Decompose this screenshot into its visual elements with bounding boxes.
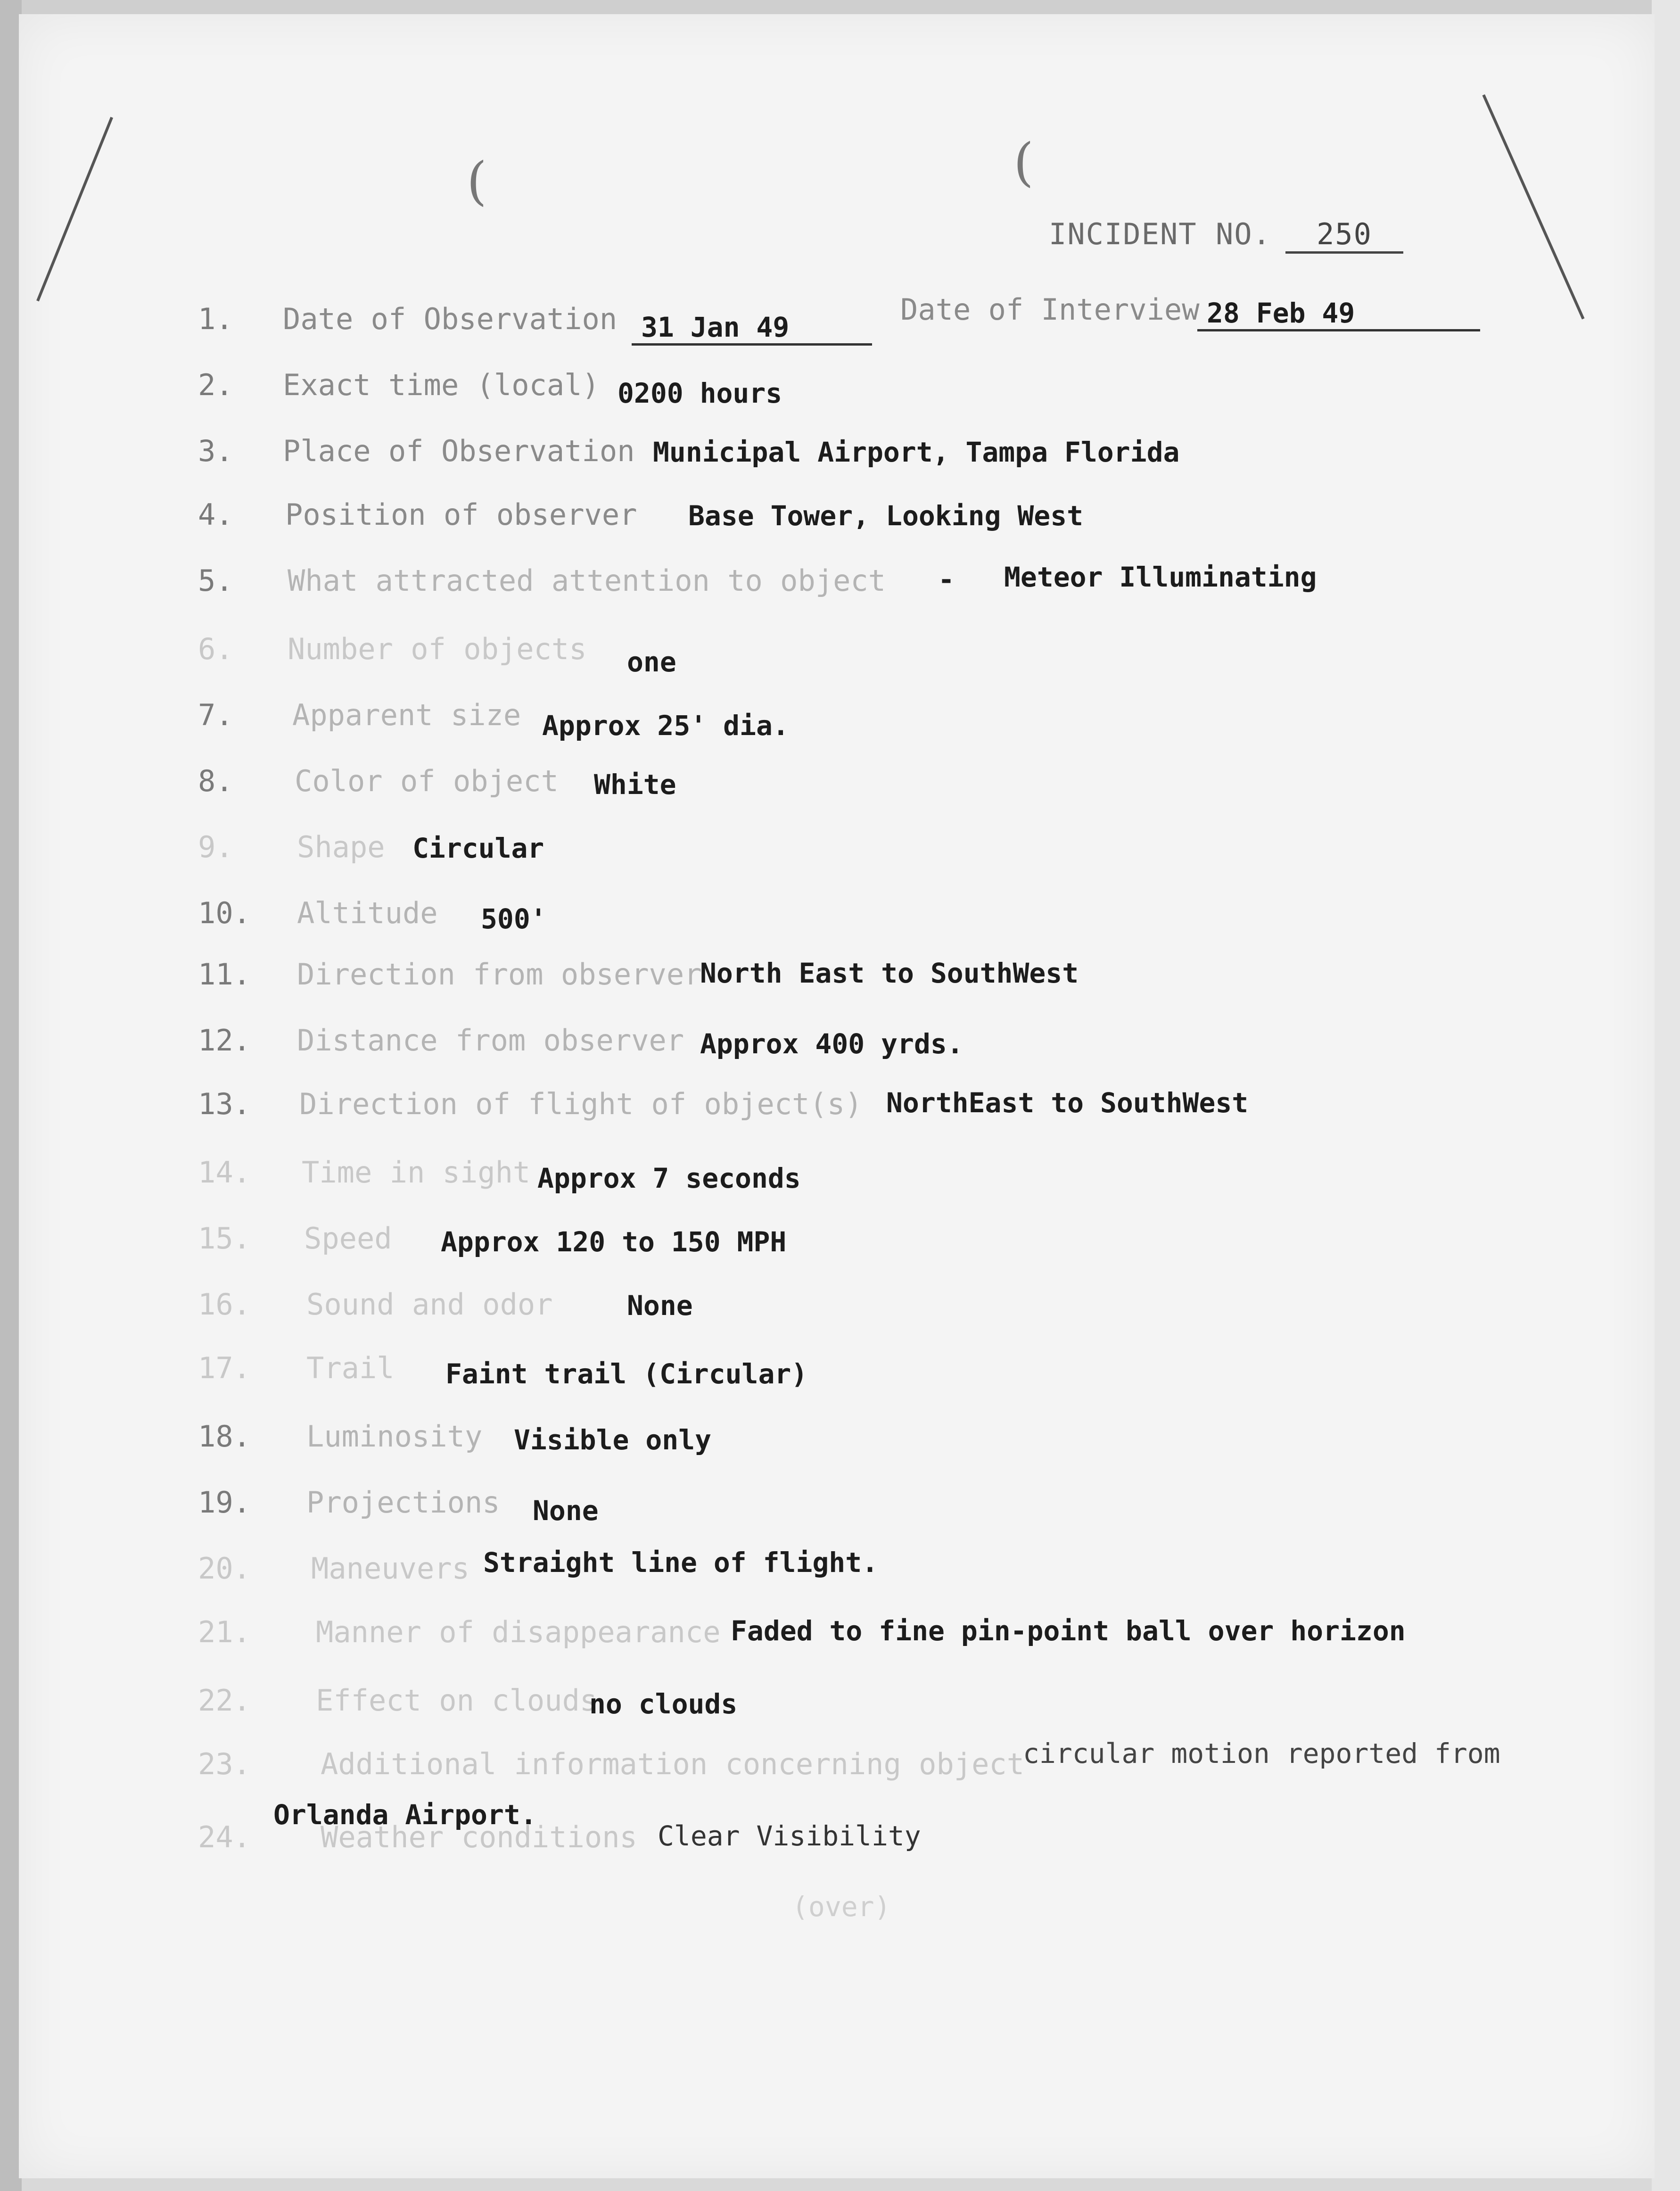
item-number: 3. [198,434,233,468]
item-label: Time in sight [302,1155,531,1190]
item-label: Apparent size [292,698,521,732]
item-number: 14. [198,1155,251,1190]
item-label: Distance from observer [297,1023,684,1058]
punch-mark-right: ( [1013,132,1034,192]
item-label: Projections [306,1485,500,1520]
corner-fold-line-left [36,117,113,302]
item-23-continuation: Orlanda Airport. [273,1799,537,1831]
item-label: Maneuvers [311,1551,469,1586]
item-label: Number of objects [288,632,587,666]
item-value: one [627,646,676,678]
item-number: 6. [198,632,233,666]
item-label: Color of object [295,764,559,798]
item-value: Faint trail (Circular) [445,1358,808,1390]
item-value: 0200 hours [618,377,782,409]
incident-number [1049,217,1403,254]
item-label: Position of observer [285,497,637,532]
item-label: Weather conditions [321,1820,637,1854]
item-number: 8. [198,764,233,798]
item-value: Meteor Illuminating [1004,561,1317,593]
item-label: Exact time (local) [283,368,600,402]
item-number: 16. [198,1287,251,1322]
item-5-dash: - [938,563,955,595]
item-number: 10. [198,896,251,930]
item-value: None [533,1495,599,1527]
item-value: Clear Visibility [658,1820,921,1852]
item-label: Place of Observation [283,434,635,468]
item-value: Approx 7 seconds [537,1162,801,1194]
interview-label: Date of Interview [900,292,1200,327]
over-note: (over) [792,1891,891,1923]
item-value: Approx 120 to 150 MPH [441,1226,787,1258]
item-value: circular motion reported from [1023,1737,1500,1769]
item-number: 24. [198,1820,251,1854]
item-label: Direction of flight of object(s) [299,1087,863,1121]
item-number: 1. [198,302,233,336]
item-number: 2. [198,368,233,402]
incident-value: 250 [1285,217,1403,254]
item-value: North East to SouthWest [700,957,1079,989]
item-number: 22. [198,1683,251,1718]
item-value: Circular [412,832,544,864]
punch-mark-left: ( [467,151,487,211]
item-value: Base Tower, Looking West [688,500,1084,532]
item-label: Luminosity [306,1419,483,1454]
item-number: 12. [198,1023,251,1058]
item-value: Approx 400 yrds. [700,1028,964,1060]
item-label: Trail [306,1351,395,1385]
item-number: 5. [198,563,233,598]
item-number: 13. [198,1087,251,1121]
interview-value: 28 Feb 49 [1197,297,1480,331]
item-value: Faded to fine pin-point ball over horizon [731,1615,1406,1647]
item-value: Municipal Airport, Tampa Florida [653,436,1180,468]
item-label: Additional information concerning object [321,1747,1025,1781]
item-label: Shape [297,830,385,864]
scan-right-edge [1652,0,1680,2191]
item-number: 19. [198,1485,251,1520]
item-number: 17. [198,1351,251,1385]
item-value: no clouds [589,1688,738,1720]
item-value: Straight line of flight. [483,1546,879,1579]
item-number: 21. [198,1615,251,1649]
item-number: 20. [198,1551,251,1586]
item-label: Altitude [297,896,438,930]
item-number: 4. [198,497,233,532]
item-label: Sound and odor [306,1287,553,1322]
item-label: What attracted attention to object [288,563,886,598]
item-number: 18. [198,1419,251,1454]
item-label: Direction from observer [297,957,702,992]
item-number: 11. [198,957,251,992]
item-value: White [594,769,676,801]
item-value: Visible only [514,1424,712,1456]
item-value: Approx 25' dia. [542,710,789,742]
item-label: Manner of disappearance [316,1615,721,1649]
item-label: Date of Observation [283,302,618,336]
item-number: 23. [198,1747,251,1781]
item-value: 31 Jan 49 [632,311,872,346]
item-value: NorthEast to SouthWest [886,1087,1249,1119]
item-value: None [627,1290,693,1322]
item-label: Speed [304,1221,392,1256]
item-value: 500' [481,903,547,935]
item-number: 15. [198,1221,251,1256]
incident-label: INCIDENT NO. [1049,217,1271,251]
item-label: Effect on clouds [316,1683,598,1718]
item-number: 9. [198,830,233,864]
item-number: 7. [198,698,233,732]
corner-fold-line-right [1482,94,1585,319]
